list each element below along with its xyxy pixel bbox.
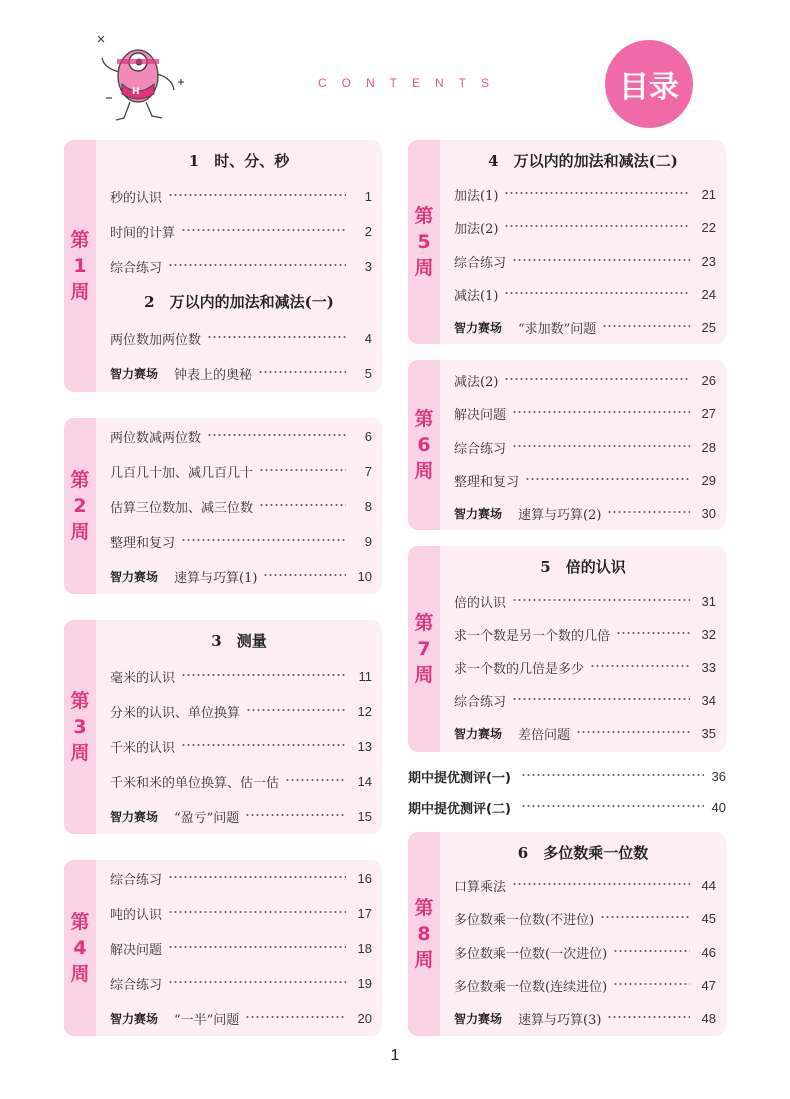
page-number: 26 <box>701 372 716 388</box>
week-tab-char: 第 <box>414 897 434 919</box>
toc-bonus-entry[interactable] <box>110 1008 372 1028</box>
toc-entry[interactable] <box>110 903 372 923</box>
entry-title: 时间的计算 <box>110 225 176 241</box>
bonus-label: 智力赛场 <box>454 506 503 521</box>
dot-leader <box>246 709 346 711</box>
dot-leader <box>512 445 690 447</box>
entry-title: 多位数乘一位数(不进位) <box>454 912 595 928</box>
toc-entry[interactable] <box>454 942 716 962</box>
minion-mascot-illustration <box>92 32 196 128</box>
page-number: 8 <box>364 498 372 514</box>
entry-title: 求一个数是另一个数的几倍 <box>454 628 611 644</box>
toc-entry[interactable] <box>110 771 372 791</box>
dot-leader <box>525 478 690 480</box>
toc-entry[interactable] <box>454 657 716 677</box>
page-number: 25 <box>701 319 716 335</box>
dot-leader <box>512 698 690 700</box>
toc-entry[interactable] <box>454 403 716 423</box>
toc-badge <box>605 40 693 128</box>
toc-entry[interactable] <box>110 256 372 276</box>
toc-entry[interactable] <box>110 736 372 756</box>
toc-entry[interactable] <box>454 184 716 204</box>
week-tab-number: 1 <box>73 255 87 277</box>
entry-title: 整理和复习 <box>454 474 520 490</box>
entry-title: 综合练习 <box>454 255 507 271</box>
entry-title: 吨的认识 <box>110 907 163 923</box>
toc-entry[interactable] <box>110 701 372 721</box>
week-tab-char: 第 <box>414 205 434 227</box>
entry-title: 多位数乘一位数(连续进位) <box>454 979 608 995</box>
entry-title: 速算与巧算(1) <box>174 570 258 586</box>
week-tab-number: 2 <box>73 495 87 517</box>
toc-entry[interactable] <box>110 973 372 993</box>
week-tab <box>64 620 96 834</box>
week-tab-char: 第 <box>70 469 90 491</box>
page-number: 27 <box>701 405 716 421</box>
dot-leader <box>521 774 704 776</box>
page-number-footer: 1 <box>390 1047 400 1064</box>
page-number: 13 <box>357 738 372 754</box>
dot-leader <box>168 876 346 878</box>
entry-title: 综合练习 <box>110 260 163 276</box>
page-number: 12 <box>357 703 372 719</box>
entry-title: 求一个数的几倍是多少 <box>454 661 585 677</box>
dot-leader <box>504 292 690 294</box>
page-number: 21 <box>701 186 716 202</box>
toc-entry[interactable] <box>110 496 372 516</box>
entry-title: 多位数乘一位数(一次进位) <box>454 946 608 962</box>
toc-entry[interactable] <box>110 868 372 888</box>
toc-bonus-entry[interactable] <box>454 503 716 523</box>
dot-leader <box>259 504 346 506</box>
page-number: 45 <box>701 910 716 926</box>
toc-bonus-entry[interactable] <box>110 363 372 383</box>
dot-leader <box>504 192 690 194</box>
dot-leader <box>207 336 346 338</box>
chapter-title: 6 多位数乘一位数 <box>517 844 649 862</box>
entry-title: 综合练习 <box>454 441 507 457</box>
week-4-card <box>64 860 382 1036</box>
dot-leader <box>576 731 690 733</box>
entry-title: 秒的认识 <box>110 190 163 206</box>
toc-entry[interactable] <box>110 186 372 206</box>
page-number: 17 <box>357 905 372 921</box>
page-number: 19 <box>357 975 372 991</box>
dot-leader <box>263 574 346 576</box>
page-number: 28 <box>701 439 716 455</box>
week-tab-number: 7 <box>417 638 431 660</box>
toc-entry[interactable] <box>454 875 716 895</box>
dot-leader <box>258 371 346 373</box>
dot-leader <box>181 539 346 541</box>
dot-leader <box>245 814 346 816</box>
page-number: 40 <box>711 799 726 815</box>
midterm-entry[interactable] <box>408 766 726 786</box>
dot-leader <box>181 229 346 231</box>
entry-title: 期中提优测评(二) <box>408 801 511 817</box>
week-3-card <box>64 620 382 834</box>
bonus-label: 智力赛场 <box>110 1011 159 1026</box>
week-tab-char: 第 <box>70 911 90 933</box>
toc-entry[interactable] <box>454 437 716 457</box>
entry-title: 千米的认识 <box>110 740 176 756</box>
svg-text:H: H <box>132 87 140 97</box>
page-number: 15 <box>357 808 372 824</box>
dot-leader <box>285 779 346 781</box>
entry-title: 估算三位数加、减三位数 <box>110 500 254 516</box>
dot-leader <box>613 983 690 985</box>
toc-bonus-entry[interactable] <box>454 317 716 337</box>
entry-title: 两位数加两位数 <box>110 332 202 348</box>
bonus-label: 智力赛场 <box>454 320 503 335</box>
page-number: 7 <box>364 463 372 479</box>
toc-entry[interactable] <box>110 666 372 686</box>
entry-title: 综合练习 <box>110 872 163 888</box>
entry-title: 速算与巧算(3) <box>518 1012 602 1028</box>
week-tab <box>64 140 96 392</box>
dot-leader <box>245 1016 346 1018</box>
week-tab-char: 周 <box>70 521 90 543</box>
toc-entry[interactable] <box>454 251 716 271</box>
page-number: 32 <box>701 626 716 642</box>
entry-title: 综合练习 <box>454 694 507 710</box>
dot-leader <box>512 411 690 413</box>
page-number: 34 <box>701 692 716 708</box>
dot-leader <box>607 511 690 513</box>
entry-title: 加法(1) <box>454 188 499 204</box>
dot-leader <box>613 950 690 952</box>
week-6-card <box>408 360 726 530</box>
week-tab <box>408 832 440 1036</box>
week-tab-char: 第 <box>414 612 434 634</box>
week-tab-char: 周 <box>70 281 90 303</box>
page-number: 33 <box>701 659 716 675</box>
week-tab-char: 周 <box>414 949 434 971</box>
toc-badge-text: 目录 <box>619 70 679 105</box>
week-1-card <box>64 140 382 392</box>
entry-title: 解决问题 <box>454 407 507 423</box>
dot-leader <box>168 946 346 948</box>
toc-bonus-entry[interactable] <box>454 1008 716 1028</box>
bonus-label: 智力赛场 <box>110 809 159 824</box>
week-2-card <box>64 418 382 594</box>
entry-title: 差倍问题 <box>518 727 571 743</box>
entry-title: 口算乘法 <box>454 879 507 895</box>
entry-title: “一半”问题 <box>174 1012 240 1028</box>
week-tab-char: 周 <box>414 257 434 279</box>
entry-title: 两位数减两位数 <box>110 430 202 446</box>
midterm-entry[interactable] <box>408 797 726 817</box>
toc-bonus-entry[interactable] <box>454 723 716 743</box>
chapter-title: 5 倍的认识 <box>540 558 626 576</box>
dot-leader <box>168 194 346 196</box>
toc-entry[interactable] <box>110 426 372 446</box>
entry-title: 解决问题 <box>110 942 163 958</box>
entry-title: 几百几十加、减几百几十 <box>110 465 254 481</box>
page-number: 18 <box>357 940 372 956</box>
week-tab-number: 3 <box>73 716 87 738</box>
chapter-title: 3 测量 <box>211 632 267 650</box>
entry-title: 减法(2) <box>454 374 499 390</box>
toc-entry[interactable] <box>454 690 716 710</box>
week-tab <box>408 546 440 752</box>
entry-title: 毫米的认识 <box>110 670 176 686</box>
entry-title: 速算与巧算(2) <box>518 507 602 523</box>
chapter-title: 4 万以内的加法和减法(二) <box>488 152 678 170</box>
entry-title: 分米的认识、单位换算 <box>110 705 241 721</box>
toc-entry[interactable] <box>454 624 716 644</box>
entry-title: 综合练习 <box>110 977 163 993</box>
dot-leader <box>207 434 346 436</box>
page-number: 10 <box>357 568 372 584</box>
week-5-card <box>408 140 726 344</box>
page-number: 1 <box>364 188 372 204</box>
dot-leader <box>504 225 690 227</box>
page-number: 22 <box>701 219 716 235</box>
dot-leader <box>607 1016 690 1018</box>
page-number: 2 <box>364 223 372 239</box>
week-tab-char: 周 <box>414 664 434 686</box>
page-number: 20 <box>357 1010 372 1026</box>
page-number: 6 <box>364 428 372 444</box>
dot-leader <box>168 911 346 913</box>
page-number: 11 <box>358 668 372 684</box>
page-number: 36 <box>711 768 726 784</box>
bonus-label: 智力赛场 <box>454 1011 503 1026</box>
dot-leader <box>600 916 690 918</box>
entry-title: “求加数”问题 <box>518 321 597 337</box>
dot-leader <box>181 744 346 746</box>
toc-entry[interactable] <box>110 531 372 551</box>
page-number: 35 <box>701 725 716 741</box>
week-tab-number: 4 <box>73 937 87 959</box>
dot-leader <box>521 805 704 807</box>
dot-leader <box>504 378 690 380</box>
week-tab <box>64 860 96 1036</box>
entry-title: “盈亏”问题 <box>174 810 240 826</box>
week-tab-char: 周 <box>70 963 90 985</box>
toc-entry[interactable] <box>454 217 716 237</box>
page-number: 44 <box>701 877 716 893</box>
page-number: 29 <box>701 472 716 488</box>
dot-leader <box>259 469 346 471</box>
week-tab <box>64 418 96 594</box>
toc-entry[interactable] <box>110 328 372 348</box>
toc-entry[interactable] <box>454 908 716 928</box>
week-tab <box>408 140 440 344</box>
page-number: 31 <box>701 593 716 609</box>
chapter-title: 1 时、分、秒 <box>188 152 290 170</box>
toc-entry[interactable] <box>110 221 372 241</box>
dot-leader <box>168 264 346 266</box>
toc-bonus-entry[interactable] <box>110 806 372 826</box>
toc-entry[interactable] <box>110 461 372 481</box>
week-tab-char: 周 <box>70 742 90 764</box>
toc-entry[interactable] <box>454 370 716 390</box>
dot-leader <box>168 981 346 983</box>
page-number: 3 <box>364 258 372 274</box>
page-number: 48 <box>701 1010 716 1026</box>
page-number: 23 <box>701 253 716 269</box>
chapter-title: 2 万以内的加法和减法(一) <box>144 293 334 311</box>
dot-leader <box>590 665 690 667</box>
week-tab-char: 第 <box>70 229 90 251</box>
week-tab-char: 周 <box>414 460 434 482</box>
week-tab-char: 第 <box>70 690 90 712</box>
bonus-label: 智力赛场 <box>110 569 159 584</box>
toc-entry[interactable] <box>454 975 716 995</box>
bonus-label: 智力赛场 <box>454 726 503 741</box>
week-7-card <box>408 546 726 752</box>
week-8-card <box>408 832 726 1036</box>
dot-leader <box>512 883 690 885</box>
entry-title: 钟表上的奥秘 <box>174 367 253 383</box>
dot-leader <box>602 325 690 327</box>
page-number: 14 <box>357 773 372 789</box>
toc-entry[interactable] <box>454 470 716 490</box>
toc-entry[interactable] <box>110 938 372 958</box>
toc-bonus-entry[interactable] <box>110 566 372 586</box>
entry-title: 整理和复习 <box>110 535 176 551</box>
dot-leader <box>512 259 690 261</box>
page-number: 30 <box>701 505 716 521</box>
entry-title: 期中提优测评(一) <box>408 770 511 786</box>
page-number: 47 <box>701 977 716 993</box>
page-number: 5 <box>364 365 372 381</box>
entry-title: 减法(1) <box>454 288 499 304</box>
page-number: 9 <box>364 533 372 549</box>
contents-heading: CONTENTS <box>318 76 504 90</box>
week-tab-char: 第 <box>414 408 434 430</box>
week-tab-number: 5 <box>417 231 431 253</box>
week-tab <box>408 360 440 530</box>
entry-title: 加法(2) <box>454 221 499 237</box>
page-number: 16 <box>357 870 372 886</box>
week-tab-number: 8 <box>417 923 431 945</box>
week-tab-number: 6 <box>417 434 431 456</box>
toc-entry[interactable] <box>454 591 716 611</box>
bonus-label: 智力赛场 <box>110 366 159 381</box>
page-number: 4 <box>364 330 372 346</box>
entry-title: 倍的认识 <box>454 595 507 611</box>
dot-leader <box>181 674 346 676</box>
entry-title: 千米和米的单位换算、估一估 <box>110 775 280 791</box>
dot-leader <box>512 599 690 601</box>
dot-leader <box>616 632 690 634</box>
toc-entry[interactable] <box>454 284 716 304</box>
page-number: 24 <box>701 286 716 302</box>
page-number: 46 <box>701 944 716 960</box>
